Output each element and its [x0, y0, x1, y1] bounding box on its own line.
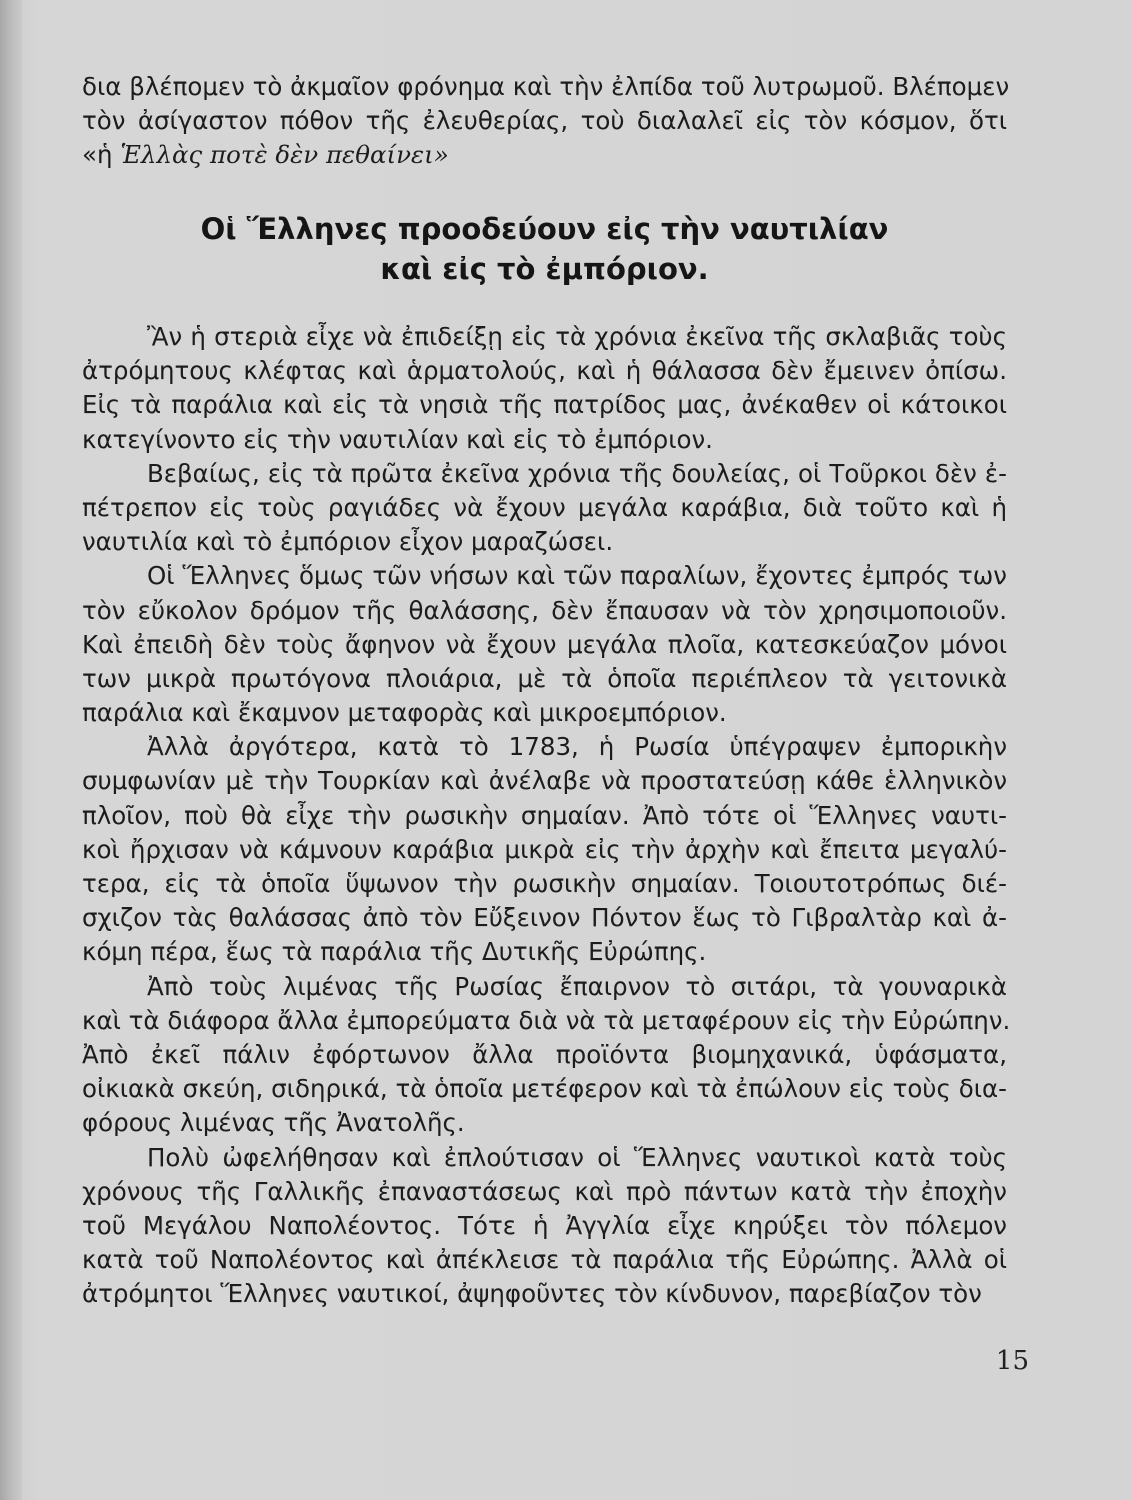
- section-heading-line-2: καὶ εἰς τὸ ἐμπόριον.: [380, 252, 709, 286]
- paragraph-line: Ἀπὸ τοὺς λιμένας τῆς Ρωσίας ἔπαιρνον τὸ σιτάρι, τὰ γουναρικὰ: [147, 971, 1007, 1001]
- paragraph: [82, 457, 1007, 560]
- paragraph-line: πλοῖον, ποὺ θὰ εἶχε τὴν ρωσικὴν σημαίαν. Ἀπὸ τότε οἱ Ἕλληνες ναυτι-: [82, 800, 1007, 830]
- paragraph: [82, 730, 1007, 969]
- paragraph-line: τὸν εὔκολον δρόμον τῆς θαλάσσης, δὲν ἔπαυσαν νὰ τὸν χρησιμοποιοῦν.: [82, 595, 1007, 625]
- paragraph-line: τοῦ Μεγάλου Ναπολέοντος. Τότε ἡ Ἀγγλία εἶχε κηρύξει τὸν πόλεμον: [82, 1210, 1007, 1240]
- paragraph-line: τερα, εἰς τὰ ὁποῖα ὕψωνον τὴν ρωσικὴν σημαίαν. Τοιουτοτρόπως διέ-: [82, 869, 1007, 898]
- quote-prefix: «ἡ: [82, 140, 121, 170]
- paragraph-line: Ἀλλὰ ἀργότερα, κατὰ τὸ 1783, ἡ Ρωσία ὑπέγραψεν ἐμπορικὴν: [147, 732, 1007, 762]
- paragraph-line: χρόνους τῆς Γαλλικῆς ἐπαναστάσεως καὶ πρὸ πάντων κατὰ τὴν ἐποχὴν: [82, 1176, 1007, 1206]
- paragraph-line: καὶ τὰ διάφορα ἄλλα ἐμπορεύματα διὰ νὰ τὰ μεταφέρουν εἰς τὴν Εὐρώπην.: [82, 1005, 1011, 1035]
- paragraph: [82, 559, 1007, 730]
- paragraph-line: κατὰ τοῦ Ναπολέοντος καὶ ἀπέκλεισε τὰ παράλια τῆς Εὐρώπης. Ἀλλὰ οἱ: [82, 1245, 1007, 1275]
- page-number: 15: [995, 1346, 1029, 1376]
- paragraph-line: παράλια καὶ ἔκαμνον μεταφορὰς καὶ μικροεμπόριον.: [82, 698, 727, 728]
- quote-italic: Ἑλλὰς ποτὲ δὲν πεθαίνει»: [120, 140, 449, 170]
- paragraph-line: Εἰς τὰ παράλια καὶ εἰς τὰ νησιὰ τῆς πατρίδος μας, ἀνέκαθεν οἱ κάτοικοι: [82, 390, 1007, 420]
- paragraph-line: Ἂν ἡ στεριὰ εἶχε νὰ ἐπιδείξῃ εἰς τὰ χρόνια ἐκεῖνα τῆς σκλαβιᾶς τοὺς: [147, 322, 1007, 351]
- paragraph-line: οἰκιακὰ σκεύη, σιδηρικά, τὰ ὁποῖα μετέφερον καὶ τὰ ἐπώλουν εἰς τοὺς δια-: [82, 1074, 1007, 1104]
- paragraph: [82, 1141, 1007, 1312]
- intro-line: τὸν ἀσίγαστον πόθον τῆς ἐλευθερίας, τοὺ διαλαλεῖ εἰς τὸν κόσμον, ὅτι: [82, 106, 1007, 136]
- paragraph-line: ἀτρόμητοι Ἕλληνες ναυτικοί, ἀψηφοῦντες τὸν κίνδυνον, παρεβίαζον τὸν: [82, 1279, 982, 1309]
- body-text: [82, 320, 1011, 1311]
- paragraph-line: Καὶ ἐπειδὴ δὲν τοὺς ἄφηνον νὰ ἔχουν μεγάλα πλοῖα, κατεσκεύαζον μόνοι: [82, 629, 1007, 659]
- paragraph-line: Βεβαίως, εἰς τὰ πρῶτα ἐκεῖνα χρόνια τῆς δουλείας, οἱ Τοῦρκοι δὲν ἐ-: [147, 458, 1007, 488]
- intro-quote-line: [82, 138, 1007, 172]
- paragraph-line: φόρους λιμένας τῆς Ἀνατολῆς.: [82, 1108, 465, 1138]
- paragraph-line: κατεγίνοντο εἰς τὴν ναυτιλίαν καὶ εἰς τὸ ἐμπόριον.: [82, 424, 713, 454]
- paragraph-line: Οἱ Ἕλληνες ὅμως τῶν νήσων καὶ τῶν παραλίων, ἔχοντες ἐμπρός των: [147, 561, 1007, 591]
- paragraph-line: πέτρεπον εἰς τοὺς ραγιάδες νὰ ἔχουν μεγάλα καράβια, διὰ τοῦτο καὶ ἡ: [82, 492, 1007, 522]
- paragraph-line: Πολὺ ὠφελήθησαν καὶ ἐπλούτισαν οἱ Ἕλληνες ναυτικοὶ κατὰ τοὺς: [147, 1142, 1007, 1172]
- intro-line: δια βλέπομεν τὸ ἀκμαῖον φρόνημα καὶ τὴν ἐλπίδα τοῦ λυτρωμοῦ. Βλέπομεν: [82, 72, 1010, 101]
- paragraph: [82, 320, 1007, 457]
- paragraph: [82, 970, 1011, 1141]
- paragraph-line: κόμη πέρα, ἕως τὰ παράλια τῆς Δυτικῆς Εὐρώπης.: [82, 937, 707, 967]
- section-heading-line-1: Οἱ Ἕλληνες προοδεύουν εἰς τὴν ναυτιλίαν: [200, 212, 889, 246]
- paragraph-line: σχιζον τὰς θαλάσσας ἀπὸ τὸν Εὔξεινον Πόντον ἕως τὸ Γιβραλτὰρ καὶ ἀ-: [82, 903, 1007, 933]
- paragraph-line: Ἀπὸ ἐκεῖ πάλιν ἐφόρτωνον ἄλλα προϊόντα βιομηχανικά, ὑφάσματα,: [82, 1039, 1007, 1069]
- binding-shadow: [0, 0, 22, 1500]
- paragraph-line: κοὶ ἤρχισαν νὰ κάμνουν καράβια μικρὰ εἰς τὴν ἀρχὴν καὶ ἔπειτα μεγαλύ-: [82, 834, 1007, 864]
- intro-text: [82, 70, 1010, 173]
- paragraph-line: συμφωνίαν μὲ τὴν Τουρκίαν καὶ ἀνέλαβε νὰ προστατεύσῃ κάθε ἑλληνικὸν: [82, 766, 1007, 796]
- paragraph-line: ἀτρόμητους κλέφτας καὶ ἁρματολούς, καὶ ἡ θάλασσα δὲν ἔμεινεν ὀπίσω.: [82, 356, 1007, 386]
- paragraph-line: των μικρὰ πρωτόγονα πλοιάρια, μὲ τὰ ὁποῖα περιέπλεον τὰ γειτονικὰ: [82, 663, 1007, 693]
- paragraph-line: ναυτιλία καὶ τὸ ἐμπόριον εἶχον μαραζώσει.: [82, 527, 614, 557]
